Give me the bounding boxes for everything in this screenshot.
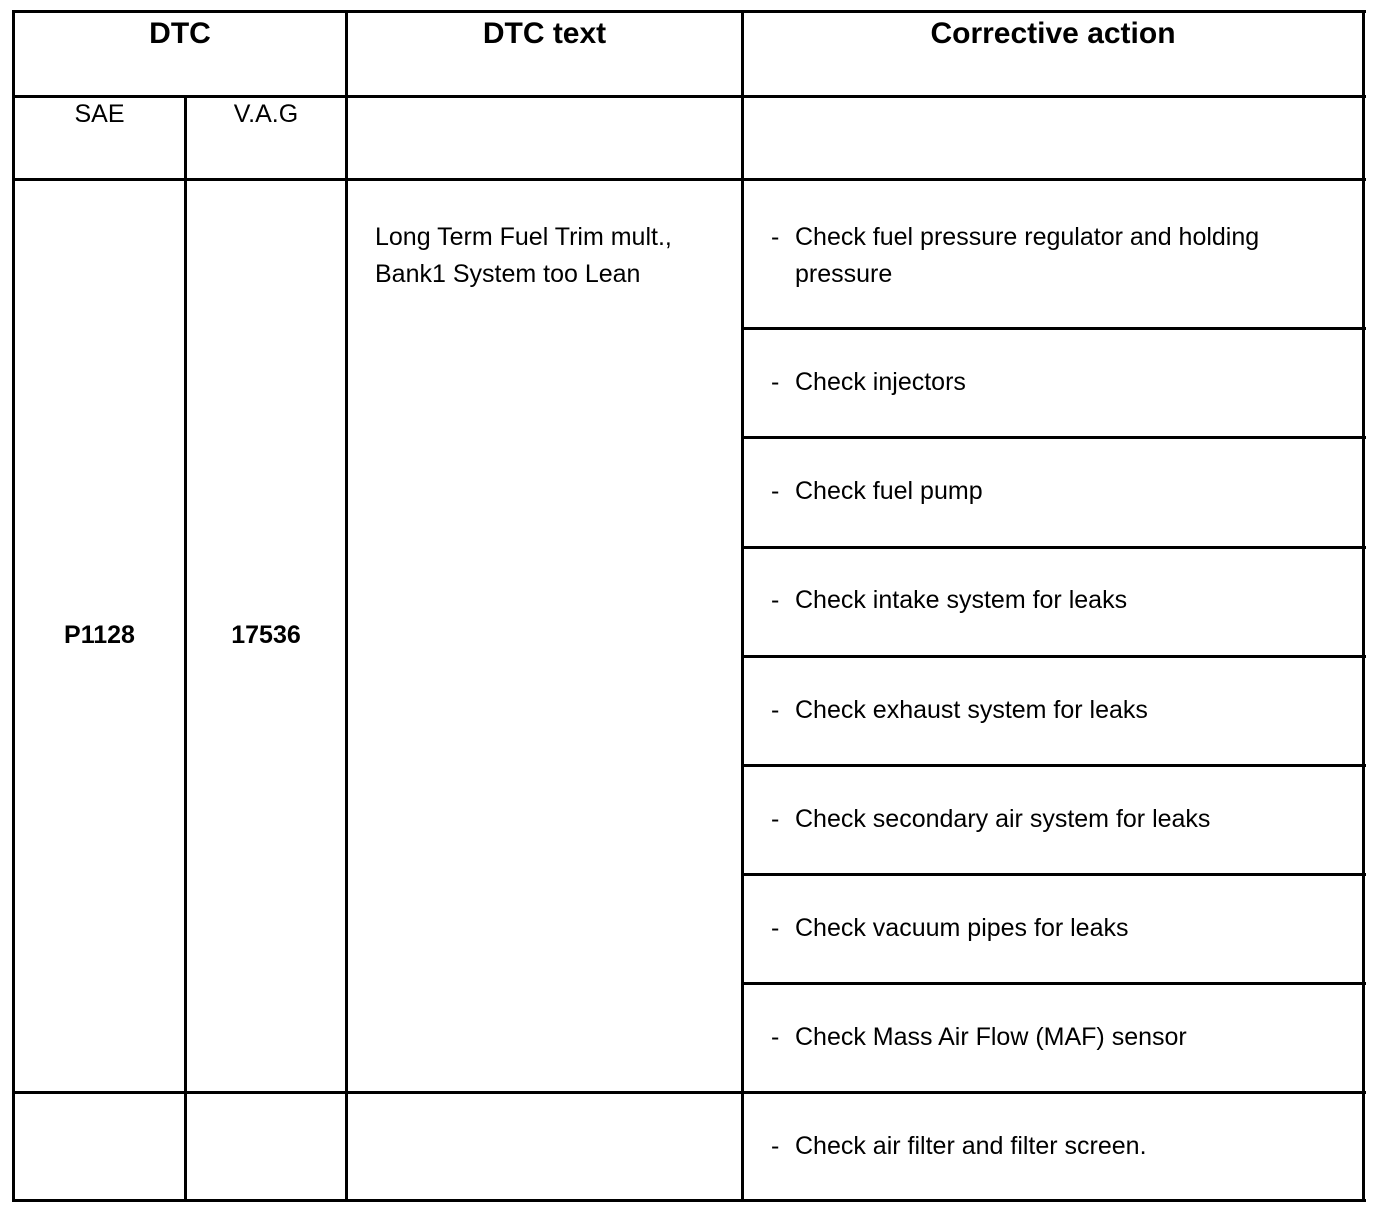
action-item bbox=[771, 1019, 1351, 1056]
bullet-dash: - bbox=[771, 223, 780, 251]
action-text: Check vacuum pipes for leaks bbox=[795, 914, 1129, 942]
subheader-divider bbox=[12, 178, 1366, 181]
table-border-top bbox=[12, 10, 1366, 13]
header-dtc-text: DTC text bbox=[482, 17, 607, 50]
action-item bbox=[771, 910, 1351, 947]
action-item bbox=[771, 473, 1351, 510]
action-text: Check fuel pump bbox=[795, 477, 983, 505]
dtc-text-line: Long Term Fuel Trim mult., bbox=[375, 223, 672, 251]
action-item bbox=[771, 1128, 1351, 1165]
action-item bbox=[771, 219, 1351, 293]
bullet-dash: - bbox=[771, 477, 780, 505]
bullet-dash: - bbox=[771, 805, 780, 833]
action-text: Check intake system for leaks bbox=[795, 586, 1128, 614]
sae-code: P1128 bbox=[64, 621, 135, 649]
action-item bbox=[771, 692, 1351, 729]
action-item bbox=[771, 364, 1351, 401]
action-divider bbox=[742, 982, 1366, 985]
action-divider bbox=[742, 436, 1366, 439]
action-text: Check injectors bbox=[795, 368, 966, 396]
action-text: Check air filter and filter screen. bbox=[795, 1132, 1147, 1160]
header-dtc: DTC bbox=[149, 17, 211, 50]
action-item bbox=[771, 582, 1351, 619]
subheader-sae: SAE bbox=[74, 100, 125, 128]
action-divider bbox=[742, 655, 1366, 658]
dtc-text-line: Bank1 System too Lean bbox=[375, 260, 641, 288]
bullet-dash: - bbox=[771, 696, 780, 724]
action-text: Check fuel pressure regulator and holding bbox=[795, 223, 1260, 251]
action-divider bbox=[742, 764, 1366, 767]
action-divider bbox=[742, 327, 1366, 330]
table-border-left bbox=[12, 10, 15, 1202]
vag-code: 17536 bbox=[231, 621, 301, 649]
action-item bbox=[771, 801, 1351, 838]
action-text: Check exhaust system for leaks bbox=[795, 696, 1148, 724]
column-divider bbox=[345, 10, 348, 1202]
table-border-bottom bbox=[12, 1199, 1366, 1202]
subheader-vag: V.A.G bbox=[233, 100, 299, 128]
action-text-continued: pressure bbox=[795, 260, 893, 288]
bullet-dash: - bbox=[771, 368, 780, 396]
table-border-right bbox=[1362, 10, 1365, 1202]
action-divider bbox=[742, 873, 1366, 876]
action-divider bbox=[742, 546, 1366, 549]
bullet-dash: - bbox=[771, 1132, 780, 1160]
bullet-dash: - bbox=[771, 586, 780, 614]
row-divider bbox=[12, 1091, 1366, 1094]
column-divider bbox=[741, 10, 744, 1202]
bullet-dash: - bbox=[771, 1023, 780, 1051]
action-text: Check secondary air system for leaks bbox=[795, 805, 1211, 833]
bullet-dash: - bbox=[771, 914, 780, 942]
header-corrective-action: Corrective action bbox=[930, 17, 1176, 50]
action-text: Check Mass Air Flow (MAF) sensor bbox=[795, 1023, 1187, 1051]
